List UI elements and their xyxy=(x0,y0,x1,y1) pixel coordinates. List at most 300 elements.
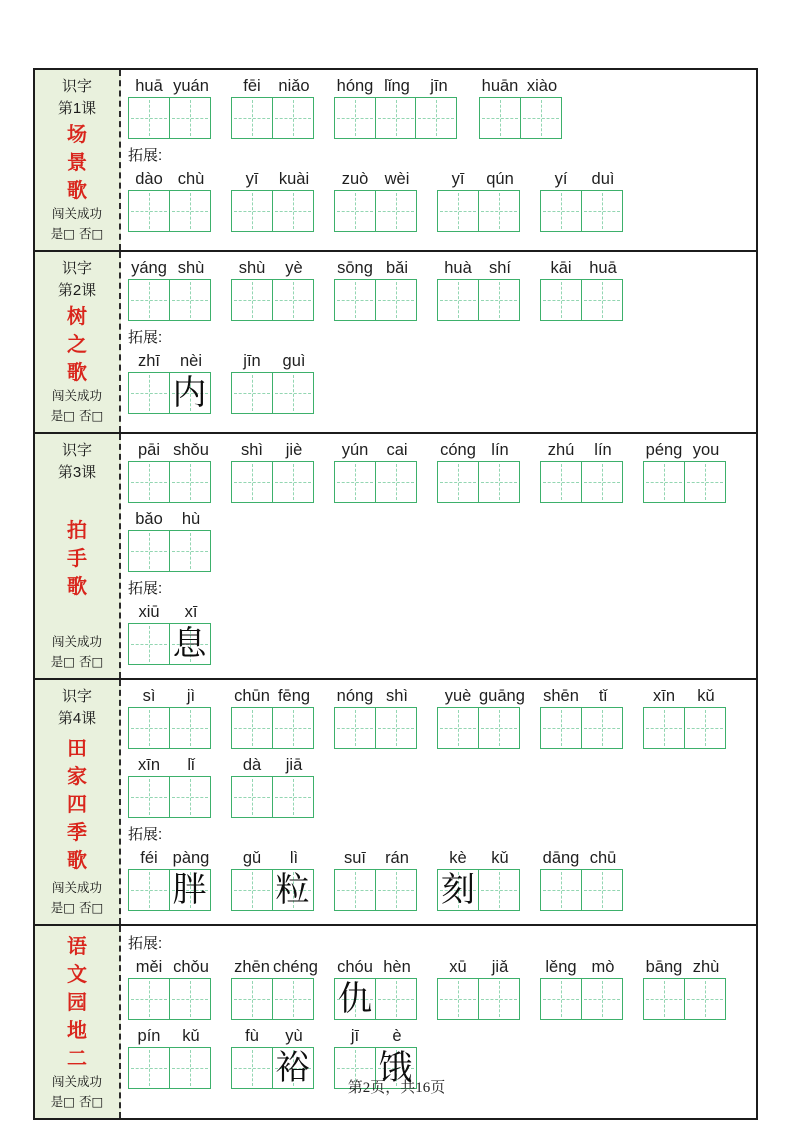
pinyin-row xyxy=(540,439,624,460)
pinyin-syllable: jì xyxy=(186,687,196,705)
writing-cell xyxy=(128,776,170,818)
writing-cell xyxy=(437,461,479,503)
word-group xyxy=(334,439,418,503)
expand-label: 拓展: xyxy=(128,935,163,952)
lesson-name-char: 之 xyxy=(67,332,87,356)
lesson-name-char: 地 xyxy=(67,1018,87,1042)
pinyin-syllable: yè xyxy=(285,259,303,277)
writing-cell xyxy=(169,978,211,1020)
handwritten-character: 胖 xyxy=(172,870,207,910)
writing-cell xyxy=(272,279,314,321)
word-group xyxy=(437,956,521,1020)
pinyin-row xyxy=(128,75,212,96)
writing-cells xyxy=(540,461,624,503)
pinyin-row xyxy=(128,685,212,706)
lesson-sidebar xyxy=(35,434,121,678)
writing-cell xyxy=(437,707,479,749)
pass-label: 闯关成功 xyxy=(51,634,102,649)
pinyin-syllable: you xyxy=(692,441,720,459)
pinyin-syllable: bāng xyxy=(645,958,683,976)
pinyin-row xyxy=(231,439,315,460)
word-group xyxy=(231,754,315,818)
pinyin-syllable: yuè xyxy=(444,687,472,705)
writing-cell xyxy=(169,776,211,818)
writing-cell xyxy=(128,461,170,503)
writing-cell xyxy=(334,461,376,503)
word-group xyxy=(643,685,727,749)
writing-cell xyxy=(334,978,376,1020)
lesson-sidebar xyxy=(35,70,121,250)
writing-cell xyxy=(334,97,376,139)
pinyin-syllable: yuán xyxy=(173,77,209,95)
writing-cell xyxy=(334,869,376,911)
writing-cell xyxy=(231,279,273,321)
writing-cell xyxy=(334,279,376,321)
lesson-name-char: 家 xyxy=(67,764,87,788)
word-group xyxy=(231,956,318,1020)
pinyin-syllable: lín xyxy=(491,441,509,459)
pass-yes-no-checkboxes: 是□ 否□ xyxy=(50,226,104,241)
handwritten-character: 息 xyxy=(172,624,207,664)
pinyin-syllable: lěng xyxy=(545,958,577,976)
lesson-name xyxy=(67,932,87,1072)
pinyin-syllable: pín xyxy=(137,1027,161,1045)
pinyin-syllable: zhú xyxy=(547,441,575,459)
lesson-name-char: 歌 xyxy=(67,574,87,598)
pinyin-row xyxy=(334,956,418,977)
writing-cell xyxy=(415,97,457,139)
pinyin-row xyxy=(437,685,525,706)
pinyin-row xyxy=(437,956,521,977)
lesson-name-char: 文 xyxy=(67,962,87,986)
writing-cell xyxy=(540,461,582,503)
word-group xyxy=(231,439,315,503)
pinyin-syllable: chóu xyxy=(337,958,373,976)
pinyin-syllable: fēi xyxy=(243,77,261,95)
pinyin-syllable: yáng xyxy=(131,259,167,277)
page-number-footer: 第2页，共16页 xyxy=(347,1080,446,1096)
writing-cell xyxy=(520,97,562,139)
lesson-name xyxy=(67,484,87,632)
pinyin-row xyxy=(231,257,315,278)
pass-block xyxy=(51,632,104,672)
pinyin-syllable: fēng xyxy=(277,687,311,705)
writing-cell xyxy=(128,372,170,414)
writing-cell xyxy=(128,623,170,665)
handwritten-character: 仇 xyxy=(338,979,372,1019)
pinyin-syllable: shēn xyxy=(543,687,579,705)
lesson-number-line: 识字 xyxy=(61,78,92,95)
writing-cells xyxy=(437,190,521,232)
writing-cells xyxy=(128,461,212,503)
pinyin-syllable: huà xyxy=(444,259,472,277)
writing-cell xyxy=(169,707,211,749)
pinyin-syllable: jīn xyxy=(430,77,448,95)
pinyin-row xyxy=(128,508,212,529)
handwritten-character: 裕 xyxy=(275,1048,310,1088)
writing-cells xyxy=(437,279,521,321)
writing-cells xyxy=(540,707,624,749)
writing-cells xyxy=(128,623,212,665)
pinyin-syllable: shì xyxy=(240,441,263,459)
lesson-number-line: 识字 xyxy=(61,442,92,459)
pinyin-syllable: zhī xyxy=(137,352,160,370)
writing-cells xyxy=(334,279,418,321)
writing-cells xyxy=(334,97,460,139)
pinyin-syllable: jiǎ xyxy=(491,958,509,976)
writing-cell xyxy=(643,978,685,1020)
pinyin-row xyxy=(231,350,315,371)
pinyin-syllable: dāng xyxy=(542,849,580,867)
pinyin-syllable: féi xyxy=(140,849,158,867)
writing-cell xyxy=(169,869,211,911)
lesson-number-line: 第4课 xyxy=(57,710,97,727)
word-row xyxy=(128,257,750,321)
writing-cells xyxy=(128,707,212,749)
writing-cells xyxy=(540,190,624,232)
writing-cell xyxy=(375,869,417,911)
pinyin-syllable: nèi xyxy=(179,352,203,370)
writing-cells xyxy=(334,978,418,1020)
pinyin-syllable: kǔ xyxy=(491,849,509,867)
pinyin-syllable: huā xyxy=(589,259,617,277)
word-group xyxy=(334,168,418,232)
pinyin-syllable: suī xyxy=(343,849,366,867)
pinyin-syllable: jiè xyxy=(285,441,303,459)
pinyin-row xyxy=(334,168,418,189)
pinyin-row xyxy=(231,685,315,706)
pinyin-syllable: kǔ xyxy=(182,1027,200,1045)
writing-cells xyxy=(437,707,521,749)
expand-label: 拓展: xyxy=(128,329,163,346)
pinyin-row xyxy=(128,350,212,371)
lesson-name-char: 拍 xyxy=(67,518,87,542)
writing-cell xyxy=(128,190,170,232)
lesson-content xyxy=(121,252,756,432)
word-group xyxy=(128,439,212,503)
writing-cell xyxy=(272,97,314,139)
pinyin-syllable: xīn xyxy=(137,756,160,774)
word-group xyxy=(540,168,624,232)
writing-cells xyxy=(643,461,727,503)
pinyin-syllable: kè xyxy=(449,849,467,867)
lesson-section xyxy=(35,678,756,924)
pinyin-syllable: xiū xyxy=(138,603,160,621)
pinyin-row xyxy=(128,439,212,460)
pinyin-syllable: xīn xyxy=(652,687,675,705)
writing-cell xyxy=(478,869,520,911)
word-group xyxy=(643,956,727,1020)
pinyin-row xyxy=(437,257,521,278)
writing-cells xyxy=(128,97,212,139)
expand-label: 拓展: xyxy=(128,580,163,597)
word-group xyxy=(231,168,315,232)
writing-cell xyxy=(231,776,273,818)
writing-cell xyxy=(581,869,623,911)
word-group xyxy=(128,847,212,911)
pinyin-syllable: zhù xyxy=(692,958,720,976)
word-group xyxy=(231,75,315,139)
word-group xyxy=(128,685,212,749)
writing-cells xyxy=(231,97,315,139)
pinyin-syllable: guì xyxy=(282,352,306,370)
word-row xyxy=(128,75,750,139)
pinyin-syllable: cai xyxy=(386,441,408,459)
pinyin-syllable: tǐ xyxy=(598,687,608,705)
pinyin-syllable: shù xyxy=(177,259,205,277)
pinyin-row xyxy=(437,847,521,868)
pass-label: 闯关成功 xyxy=(51,880,102,895)
writing-cells xyxy=(231,190,315,232)
writing-cells xyxy=(479,97,563,139)
word-row xyxy=(128,350,750,414)
writing-cell xyxy=(272,978,314,1020)
pinyin-row xyxy=(540,956,624,977)
writing-cells xyxy=(128,776,212,818)
pinyin-syllable: niǎo xyxy=(278,77,310,95)
lesson-section xyxy=(35,250,756,432)
pinyin-row xyxy=(334,75,460,96)
pass-label: 闯关成功 xyxy=(51,206,102,221)
lesson-name-char: 语 xyxy=(67,934,87,958)
writing-cell xyxy=(272,1047,314,1089)
pinyin-syllable: chù xyxy=(177,170,205,188)
pinyin-syllable: pàng xyxy=(172,849,210,867)
pinyin-row xyxy=(643,956,727,977)
lesson-name-char: 歌 xyxy=(67,360,87,384)
lesson-number-line: 第3课 xyxy=(57,464,97,481)
writing-cell xyxy=(540,190,582,232)
pinyin-row xyxy=(231,956,318,977)
writing-cells xyxy=(437,978,521,1020)
pinyin-syllable: rán xyxy=(385,849,409,867)
writing-cell xyxy=(540,869,582,911)
pinyin-syllable: yún xyxy=(341,441,369,459)
writing-cells xyxy=(437,869,521,911)
pass-yes-no-checkboxes: 是□ 否□ xyxy=(50,900,104,915)
writing-cells xyxy=(334,707,418,749)
handwritten-character: 粒 xyxy=(275,870,310,910)
pinyin-syllable: shù xyxy=(238,259,266,277)
writing-cells xyxy=(231,707,315,749)
writing-cell xyxy=(272,190,314,232)
word-group xyxy=(334,257,418,321)
pinyin-syllable: bǎi xyxy=(385,259,409,277)
pinyin-syllable: jīn xyxy=(243,352,261,370)
lesson-name-char: 田 xyxy=(67,736,87,760)
word-group xyxy=(437,439,521,503)
writing-cell xyxy=(540,707,582,749)
pinyin-syllable: shǒu xyxy=(173,441,209,459)
writing-cell xyxy=(272,707,314,749)
lesson-sidebar xyxy=(35,680,121,924)
pinyin-row xyxy=(128,168,212,189)
lesson-name xyxy=(67,120,87,204)
writing-cell xyxy=(684,461,726,503)
writing-cell xyxy=(478,190,520,232)
writing-cell xyxy=(478,461,520,503)
word-group xyxy=(128,350,212,414)
writing-cell xyxy=(169,623,211,665)
writing-cell xyxy=(169,279,211,321)
writing-cell xyxy=(231,869,273,911)
writing-cells xyxy=(128,279,212,321)
word-group xyxy=(128,601,212,665)
word-group xyxy=(231,350,315,414)
pinyin-syllable: wèi xyxy=(384,170,410,188)
expand-label: 拓展: xyxy=(128,826,163,843)
pinyin-syllable: huā xyxy=(135,77,163,95)
pinyin-syllable: péng xyxy=(645,441,683,459)
writing-cells xyxy=(128,190,212,232)
writing-cell xyxy=(375,461,417,503)
pinyin-syllable: hèn xyxy=(383,958,411,976)
writing-cell xyxy=(437,869,479,911)
lesson-name-char: 二 xyxy=(67,1046,87,1070)
writing-cell xyxy=(272,372,314,414)
lesson-name-char: 四 xyxy=(67,792,87,816)
writing-cell xyxy=(272,776,314,818)
writing-cell xyxy=(540,279,582,321)
pinyin-row xyxy=(128,754,212,775)
pinyin-row xyxy=(540,168,624,189)
writing-cell xyxy=(128,869,170,911)
expand-label: 拓展: xyxy=(128,147,163,164)
word-group xyxy=(540,685,624,749)
lesson-number-label xyxy=(58,440,96,484)
lesson-number-label xyxy=(58,76,96,120)
word-row xyxy=(128,956,750,1020)
pinyin-syllable: yī xyxy=(245,170,259,188)
pinyin-syllable: jī xyxy=(350,1027,360,1045)
pinyin-syllable: zhēn xyxy=(234,958,270,976)
word-group xyxy=(128,508,212,572)
writing-cell xyxy=(375,97,417,139)
writing-cell xyxy=(169,372,211,414)
writing-cell xyxy=(128,707,170,749)
lesson-number-label xyxy=(58,686,96,730)
word-group xyxy=(334,75,460,139)
writing-cells xyxy=(540,978,624,1020)
pinyin-syllable: shì xyxy=(385,687,408,705)
writing-cells xyxy=(231,978,315,1020)
pinyin-syllable: dào xyxy=(135,170,163,188)
writing-cell xyxy=(478,707,520,749)
pinyin-syllable: zuò xyxy=(341,170,369,188)
writing-cell xyxy=(581,461,623,503)
pass-yes-no-checkboxes: 是□ 否□ xyxy=(50,654,104,669)
pinyin-syllable: chūn xyxy=(234,687,270,705)
writing-cell xyxy=(128,978,170,1020)
writing-cell xyxy=(169,461,211,503)
pinyin-syllable: yī xyxy=(451,170,465,188)
pinyin-row xyxy=(643,685,727,706)
writing-cell xyxy=(684,707,726,749)
writing-cell xyxy=(581,279,623,321)
lesson-name-char: 园 xyxy=(67,990,87,1014)
pinyin-syllable: lǐ xyxy=(187,756,195,774)
pinyin-syllable: huān xyxy=(481,77,519,95)
writing-cell xyxy=(540,978,582,1020)
writing-cell xyxy=(643,461,685,503)
pinyin-syllable: bǎo xyxy=(135,510,163,528)
lesson-name-char: 手 xyxy=(67,546,87,570)
writing-cell xyxy=(128,97,170,139)
pinyin-syllable: chū xyxy=(589,849,617,867)
writing-cell xyxy=(169,97,211,139)
pinyin-syllable: kāi xyxy=(550,259,572,277)
writing-cell xyxy=(375,978,417,1020)
writing-cell xyxy=(231,978,273,1020)
pinyin-syllable: lǐng xyxy=(384,77,410,95)
handwritten-character: 饿 xyxy=(378,1048,413,1088)
word-row xyxy=(128,168,750,232)
pinyin-row xyxy=(437,168,521,189)
word-group xyxy=(231,847,315,911)
word-group xyxy=(437,685,525,749)
lesson-name xyxy=(67,730,87,878)
pinyin-syllable: pāi xyxy=(137,441,161,459)
pinyin-row xyxy=(540,685,624,706)
writing-cells xyxy=(128,372,212,414)
word-row xyxy=(128,601,750,665)
pinyin-row xyxy=(540,257,624,278)
pass-block xyxy=(51,386,104,426)
lesson-sidebar xyxy=(35,252,121,432)
pinyin-syllable: xū xyxy=(449,958,467,976)
writing-cell xyxy=(231,461,273,503)
writing-cell xyxy=(169,530,211,572)
pinyin-row xyxy=(231,75,315,96)
pinyin-row xyxy=(334,439,418,460)
pass-block xyxy=(51,204,104,244)
writing-cell xyxy=(375,190,417,232)
pinyin-row xyxy=(128,956,212,977)
lesson-section xyxy=(35,432,756,678)
word-group xyxy=(479,75,563,139)
pinyin-row xyxy=(128,601,212,622)
pinyin-syllable: shí xyxy=(488,259,511,277)
writing-cell xyxy=(128,279,170,321)
lesson-content xyxy=(121,70,756,250)
pinyin-syllable: dà xyxy=(242,756,262,774)
word-group xyxy=(128,75,212,139)
writing-cells xyxy=(231,279,315,321)
word-group xyxy=(540,956,624,1020)
word-group xyxy=(540,257,624,321)
lesson-number-line: 第2课 xyxy=(57,282,97,299)
pinyin-syllable: qún xyxy=(486,170,514,188)
writing-cell xyxy=(375,279,417,321)
pinyin-syllable: sōng xyxy=(337,259,373,277)
word-group xyxy=(128,257,212,321)
pinyin-syllable: hù xyxy=(181,510,201,528)
pinyin-row xyxy=(334,685,418,706)
writing-cells xyxy=(231,372,315,414)
writing-cells xyxy=(231,776,315,818)
lesson-name-char: 歌 xyxy=(67,848,87,872)
writing-cell xyxy=(272,869,314,911)
pinyin-row xyxy=(540,847,624,868)
word-group xyxy=(231,257,315,321)
word-group xyxy=(437,257,521,321)
word-group xyxy=(334,847,418,911)
writing-cell xyxy=(375,707,417,749)
lesson-name-char: 景 xyxy=(67,150,87,174)
pinyin-row xyxy=(334,847,418,868)
writing-cell xyxy=(437,978,479,1020)
lesson-number-line: 第1课 xyxy=(57,100,97,117)
